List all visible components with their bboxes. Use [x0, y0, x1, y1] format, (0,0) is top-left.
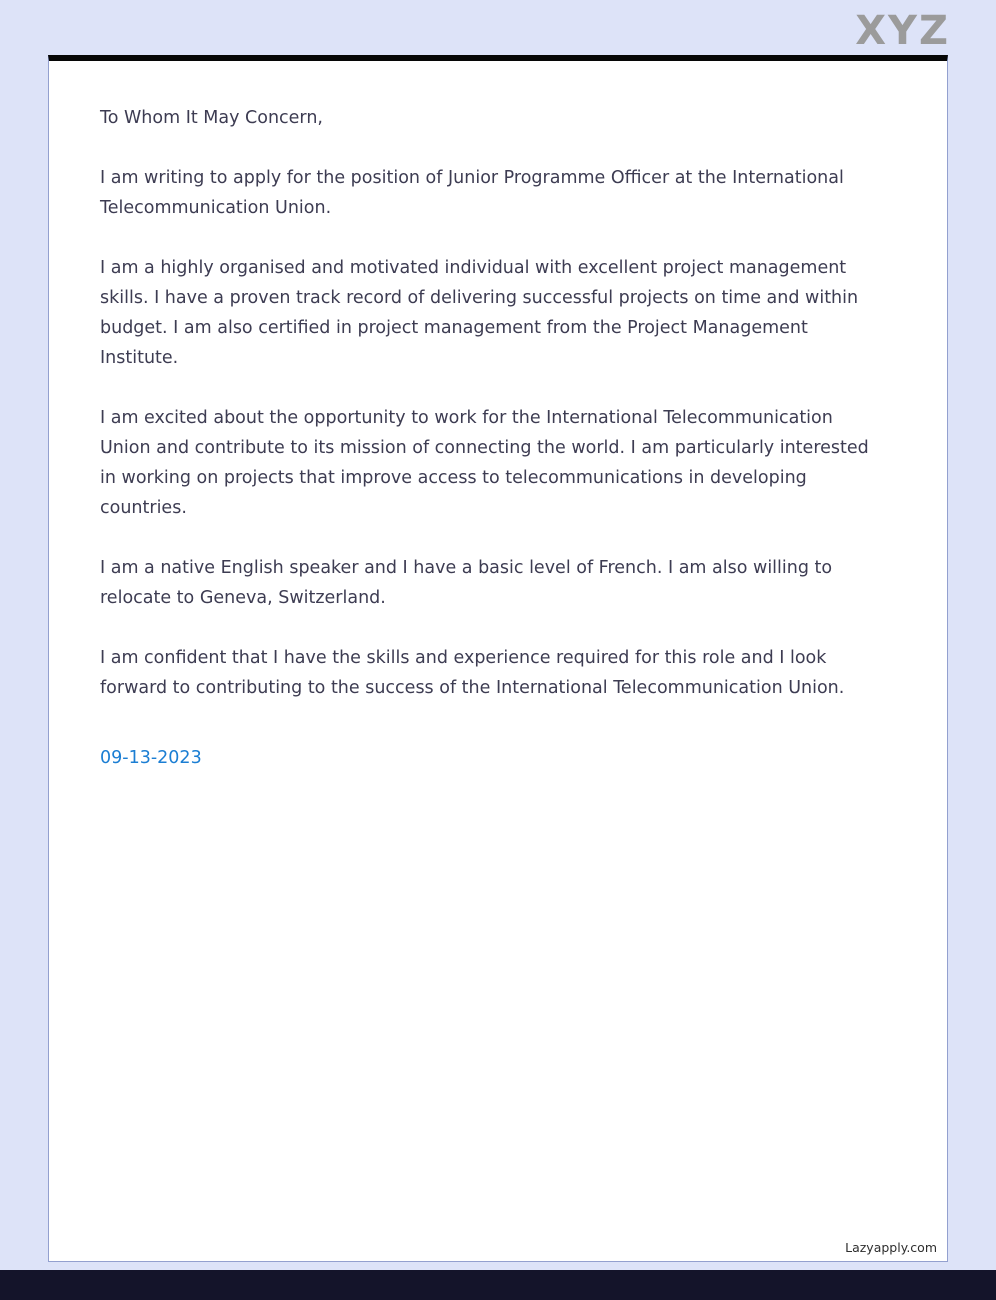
letter-content — [49, 61, 947, 773]
date-link[interactable]: 09-13-2023 — [100, 748, 202, 768]
letter-paragraph: I am a native English speaker and I have a basic level of French. I am also willing to relocate to Geneva, Switzerland. — [100, 558, 833, 608]
letter-paragraph: I am a highly organised and motivated individual with excellent project management skills. I have a proven track record of delivering successful projects on time and within budget. I am also certified in project management from the Project Management Institute. — [100, 258, 859, 368]
watermark-text: Lazyapply.com — [845, 1240, 937, 1255]
company-logo: XYZ — [855, 8, 950, 54]
bottom-bar — [0, 1270, 996, 1300]
letter-paragraph: I am confident that I have the skills and experience required for this role and I look forward to contributing to the success of the International Telecommunication Union. — [100, 648, 845, 698]
letter-paragraph: I am writing to apply for the position of Junior Programme Officer at the International Telecommunication Union. — [100, 168, 844, 218]
letter-paragraph: I am excited about the opportunity to work for the International Telecommunication Union and contribute to its mission of connecting the world. I am particularly interested in working on projects that improve access to telecommunications in developing countries. — [100, 408, 869, 518]
salutation: To Whom It May Concern, — [100, 108, 323, 128]
date-row — [100, 743, 877, 773]
letter-document — [48, 55, 948, 1262]
